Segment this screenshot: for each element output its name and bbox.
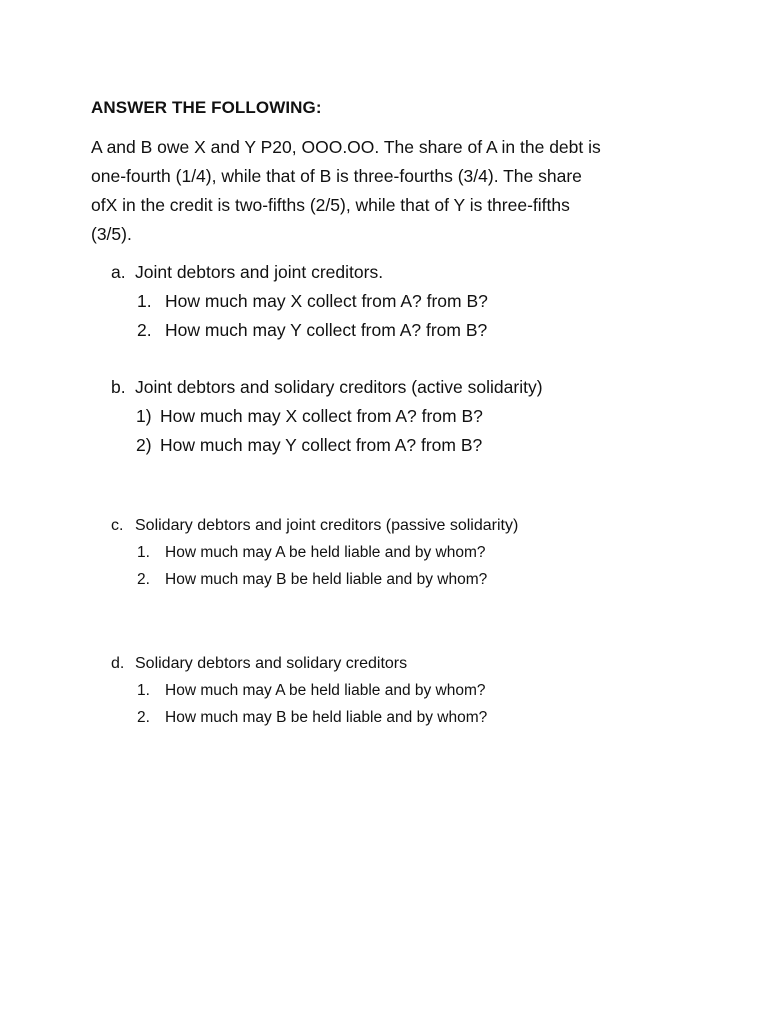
section-title bbox=[111, 258, 488, 287]
item-marker: 1. bbox=[137, 544, 150, 561]
statement-line: ofX in the credit is two-fifths (2/5), while that of Y is three-fifths bbox=[91, 195, 570, 215]
section-marker: d. bbox=[111, 655, 125, 672]
item-text: How much may Y collect from A? from B? bbox=[165, 320, 488, 340]
list-item bbox=[111, 287, 488, 316]
item-text: How much may X collect from A? from B? bbox=[160, 406, 483, 426]
section-c bbox=[111, 513, 518, 593]
item-marker: 1. bbox=[137, 291, 152, 311]
statement-line: one-fourth (1/4), while that of B is three-fourths (3/4). The share bbox=[91, 166, 582, 186]
section-title-text: Solidary debtors and joint creditors (passive solidarity) bbox=[135, 517, 519, 534]
list-item bbox=[111, 316, 488, 345]
section-marker: a. bbox=[111, 262, 126, 282]
item-text: How much may A be held liable and by whom? bbox=[165, 682, 486, 699]
item-marker: 2. bbox=[137, 709, 150, 726]
section-d bbox=[111, 651, 487, 731]
section-b bbox=[111, 373, 543, 460]
list-item bbox=[111, 431, 543, 460]
item-marker: 2. bbox=[137, 571, 150, 588]
problem-statement bbox=[91, 133, 671, 249]
section-title bbox=[111, 373, 543, 402]
item-marker: 2. bbox=[137, 320, 152, 340]
section-title-text: Solidary debtors and solidary creditors bbox=[135, 655, 408, 672]
section-title-text: Joint debtors and solidary creditors (active solidarity) bbox=[135, 377, 543, 397]
section-title bbox=[111, 651, 487, 677]
item-text: How much may X collect from A? from B? bbox=[165, 291, 488, 311]
item-text: How much may B be held liable and by whom? bbox=[165, 709, 488, 726]
section-marker: b. bbox=[111, 377, 126, 397]
item-text: How much may Y collect from A? from B? bbox=[160, 435, 483, 455]
section-marker: c. bbox=[111, 517, 124, 534]
item-marker: 1) bbox=[136, 406, 152, 426]
statement-line: A and B owe X and Y P20, OOO.OO. The share of A in the debt is bbox=[91, 137, 601, 157]
list-item bbox=[111, 704, 487, 731]
list-item bbox=[111, 566, 518, 593]
list-item bbox=[111, 402, 543, 431]
section-a bbox=[111, 258, 488, 345]
section-title bbox=[111, 513, 518, 539]
page-heading: ANSWER THE FOLLOWING: bbox=[91, 98, 322, 117]
item-marker: 2) bbox=[136, 435, 152, 455]
item-text: How much may A be held liable and by whom? bbox=[165, 544, 486, 561]
item-marker: 1. bbox=[137, 682, 150, 699]
statement-line: (3/5). bbox=[91, 224, 132, 244]
item-text: How much may B be held liable and by whom? bbox=[165, 571, 488, 588]
section-title-text: Joint debtors and joint creditors. bbox=[135, 262, 384, 282]
list-item bbox=[111, 677, 487, 704]
list-item bbox=[111, 539, 518, 566]
